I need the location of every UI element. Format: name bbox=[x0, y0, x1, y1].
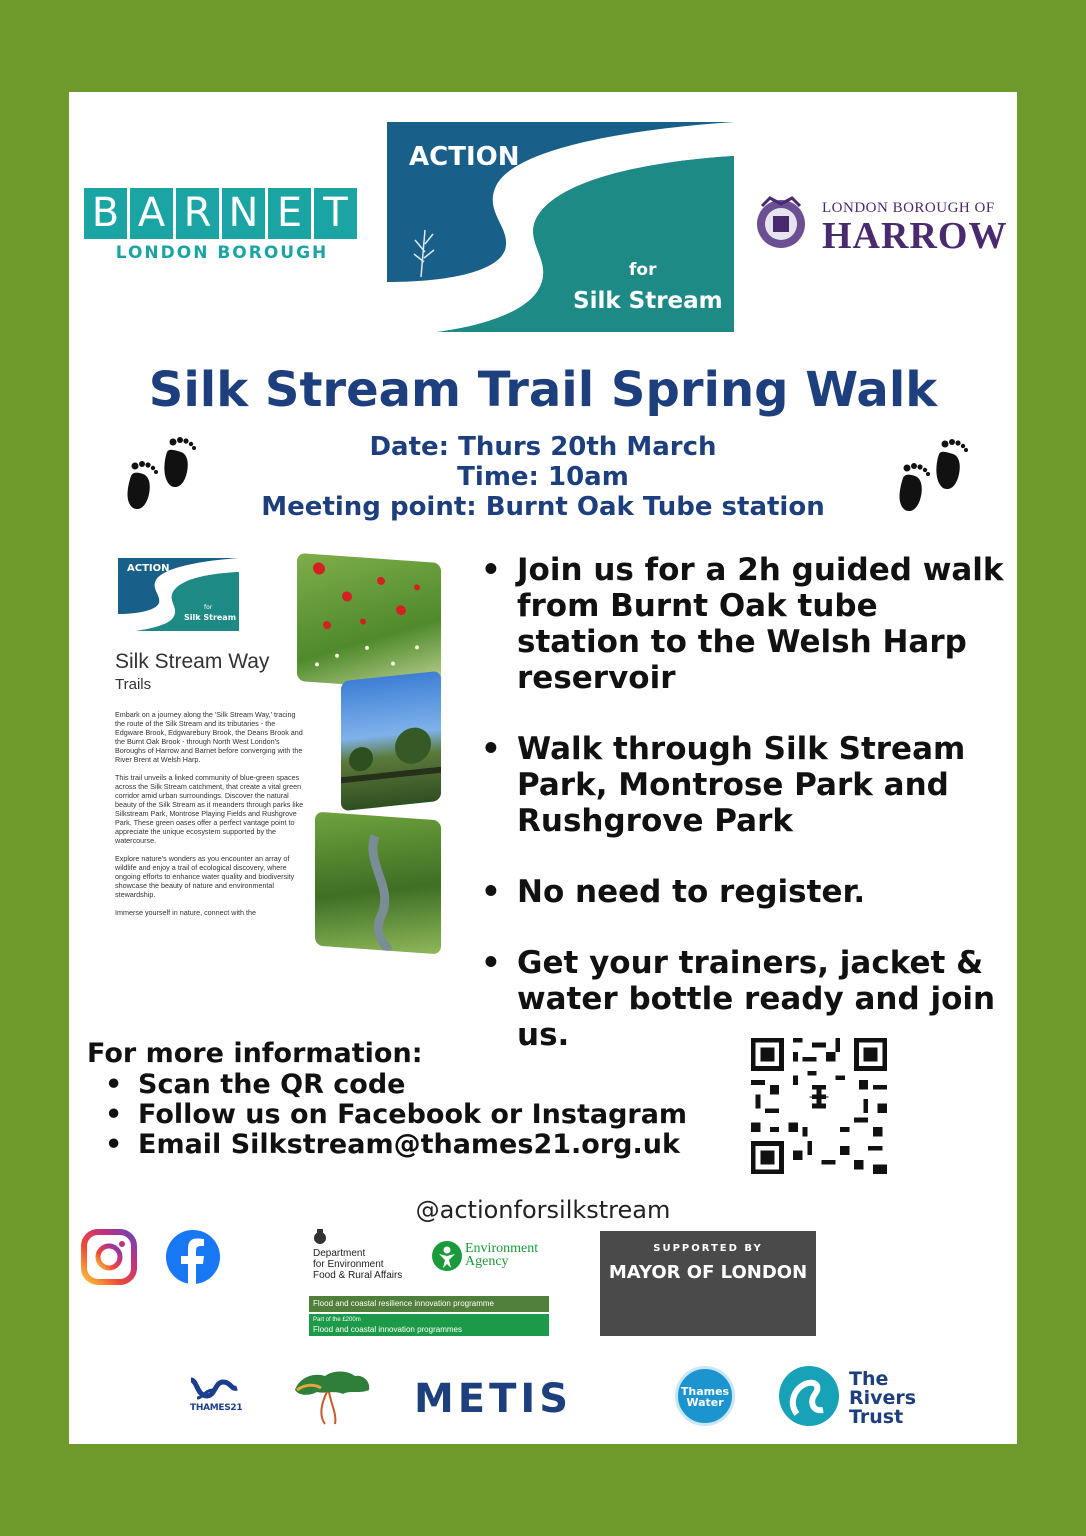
park-bridge-photo bbox=[341, 671, 441, 812]
mayor-name: MAYOR OF LONDON bbox=[608, 1262, 808, 1283]
facebook-icon[interactable] bbox=[165, 1229, 221, 1285]
mayor-of-london-logo bbox=[600, 1231, 816, 1336]
metis-logo: METIS bbox=[414, 1376, 573, 1422]
leaflet-title: Silk Stream Way bbox=[115, 650, 270, 673]
rivers-trust-icon bbox=[779, 1366, 839, 1426]
rivers-trust-line: Rivers bbox=[849, 1387, 917, 1409]
trail-leaflet-image bbox=[113, 552, 441, 962]
leaflet-logo-line1: ACTION bbox=[127, 563, 170, 574]
defra-line: Department bbox=[313, 1248, 366, 1259]
barnet-logo bbox=[84, 188, 360, 263]
stream-photo bbox=[315, 812, 441, 955]
thames21-logo bbox=[187, 1376, 243, 1416]
rivers-trust-text bbox=[849, 1370, 916, 1427]
environment-agency-icon bbox=[431, 1240, 463, 1272]
leaflet-subtitle: Trails bbox=[115, 676, 152, 693]
leaflet-body bbox=[115, 710, 305, 926]
event-details-list bbox=[481, 552, 1011, 1088]
defra-bar-small: Part of the £200m bbox=[313, 1317, 361, 1323]
action-logo-line1: ACTION bbox=[409, 142, 520, 172]
list-item: • Follow us on Facebook or Instagram bbox=[105, 1100, 687, 1130]
defra-line: Food & Rural Affairs bbox=[313, 1270, 403, 1281]
environment-agency-text bbox=[465, 1242, 538, 1268]
thames21-wave-icon bbox=[187, 1376, 239, 1404]
rivers-trust-logo bbox=[779, 1366, 939, 1430]
defra-line: for Environment bbox=[313, 1259, 384, 1270]
barnet-letter: A bbox=[130, 188, 173, 239]
ea-line: Environment bbox=[465, 1241, 539, 1256]
leaflet-paragraph: This trail unveils a linked community of blue-green spaces across the Silk Stream catchment, that create a vital green corridor amid urban surroundings. Discover the natural beauty of the Silk Stream as it meanders through parks like Silkstream Park, Montrose Playing Fields and Rushgrove Park. These green oases offer a perfect vantage point to appreciate the unique ecosystem supported by the watercourse. bbox=[115, 773, 304, 845]
qr-code[interactable] bbox=[751, 1038, 887, 1174]
harrow-crest-icon bbox=[752, 192, 810, 256]
more-info-heading: For more information: bbox=[87, 1038, 423, 1069]
thames-water-line: Water bbox=[686, 1396, 724, 1409]
thames-water-line: Thames bbox=[680, 1385, 730, 1398]
leaflet-logo-line3: Silk Stream bbox=[184, 613, 237, 622]
event-date: Date: Thurs 20th March bbox=[369, 432, 717, 462]
harrow-logo bbox=[752, 192, 1008, 262]
event-time: Time: 10am bbox=[457, 462, 629, 492]
trees-icon bbox=[341, 671, 441, 812]
defra-bar-main: Flood and coastal innovation programmes bbox=[313, 1325, 462, 1334]
harrow-name: HARROW bbox=[822, 215, 1008, 257]
thames21-label: THAMES21 bbox=[190, 1403, 243, 1413]
barnet-subtitle: LONDON BOROUGH bbox=[115, 243, 329, 263]
footprints-icon bbox=[119, 432, 211, 514]
footprints-icon bbox=[891, 434, 983, 516]
defra-environment-agency-logo bbox=[305, 1228, 549, 1340]
defra-text bbox=[313, 1248, 402, 1281]
list-item: • Join us for a 2h guided walk from Burnt Oak tube station to the Welsh Harp reservoir bbox=[481, 552, 1011, 696]
list-item: • Email Silkstream@thames21.org.uk bbox=[105, 1130, 687, 1160]
barnet-letter: B bbox=[84, 188, 127, 239]
action-logo-line3: Silk Stream bbox=[573, 288, 723, 314]
poppies-icon bbox=[297, 553, 441, 691]
barnet-letter: T bbox=[314, 188, 357, 239]
stream-icon bbox=[315, 812, 441, 955]
leaflet-logo-line2: for bbox=[204, 604, 213, 611]
list-item: • Get your trainers, jacket & water bottle ready and join us. bbox=[481, 945, 1011, 1053]
leaflet-paragraph: Embark on a journey along the 'Silk Stream Way,' tracing the route of the Silk Stream and its tributaries - the Edgware Brook, Edgwarebury Brook, the Deans Brook and the Burnt Oak Brook - through North West London's Boroughs of Harrow and Barnet before converging with the River Brent at Welsh Harp. bbox=[115, 710, 303, 764]
action-silk-stream-logo bbox=[387, 122, 734, 332]
thames-water-logo bbox=[675, 1366, 735, 1426]
defra-bar-innovation bbox=[309, 1314, 549, 1336]
royal-crest-icon bbox=[311, 1228, 329, 1246]
ea-line: Agency bbox=[465, 1254, 509, 1269]
barnet-letters bbox=[84, 188, 360, 239]
leaflet-paragraph: Explore nature's wonders as you encounter an array of wildlife and enjoy a trail of ecological discovery, where ongoing efforts to enhance water quality and biodiversity showcase the beauty of nature and environmental stewardship. bbox=[115, 854, 295, 899]
defra-bar-resilience: Flood and coastal resilience innovation programme bbox=[309, 1296, 549, 1312]
list-item: • No need to register. bbox=[481, 874, 1011, 910]
social-handle[interactable]: @actionforsilkstream bbox=[415, 1196, 671, 1224]
rivers-trust-line: Trust bbox=[849, 1406, 904, 1428]
harrow-top-text: LONDON BOROUGH OF bbox=[822, 200, 995, 216]
river-swirl-icon bbox=[779, 1366, 839, 1426]
action-logo-line2: for bbox=[629, 260, 657, 280]
barnet-letter: N bbox=[222, 188, 265, 239]
more-info-list bbox=[105, 1070, 687, 1160]
tree-canopy-logo-icon bbox=[291, 1368, 373, 1426]
list-item: • Walk through Silk Stream Park, Montrose Park and Rushgrove Park bbox=[481, 731, 1011, 839]
event-title: Silk Stream Trail Spring Walk bbox=[148, 362, 938, 418]
event-meeting-point: Meeting point: Burnt Oak Tube station bbox=[261, 492, 825, 522]
barnet-letter: R bbox=[176, 188, 219, 239]
leaflet-paragraph: Immerse yourself in nature, connect with the bbox=[115, 908, 257, 917]
poppy-meadow-photo bbox=[297, 553, 441, 691]
list-item: • Scan the QR code bbox=[105, 1070, 687, 1100]
poster bbox=[69, 92, 1017, 1444]
rivers-trust-line: The bbox=[849, 1368, 889, 1390]
instagram-icon[interactable] bbox=[81, 1229, 137, 1285]
mayor-supported-by: SUPPORTED BY bbox=[653, 1243, 763, 1254]
barnet-letter: E bbox=[268, 188, 311, 239]
leaflet-logo bbox=[118, 558, 239, 631]
